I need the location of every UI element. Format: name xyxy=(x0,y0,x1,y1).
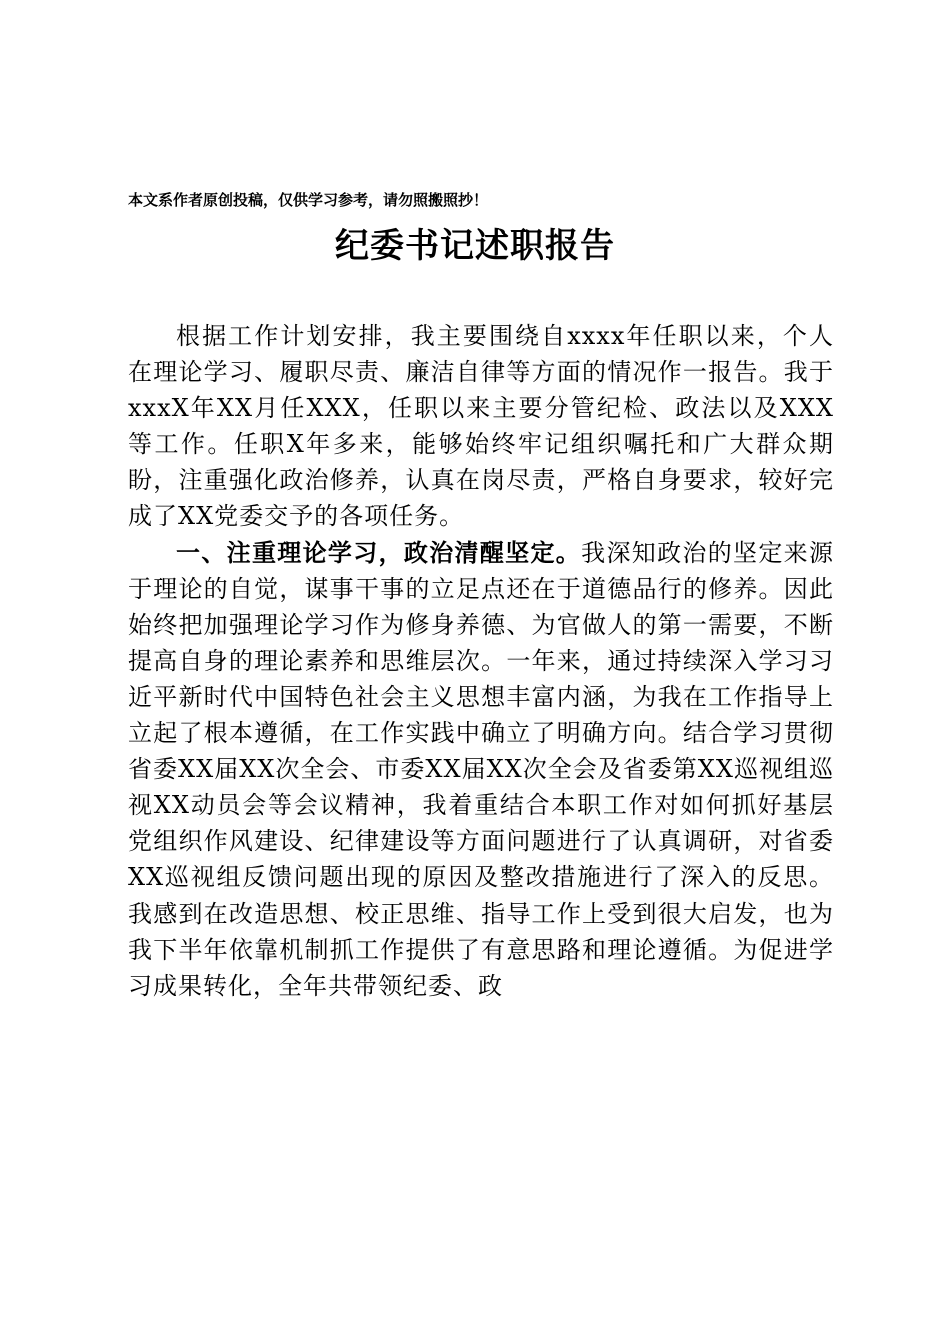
intro-paragraph xyxy=(128,318,834,535)
intro-paragraph-text: 根据工作计划安排，我主要围绕自xxxx年任职以来，个人在理论学习、履职尽责、廉洁自律等方面的情况作一报告。我于xxxX年XX月任XXX，任职以来主要分管纪检、政法以及XXX等工作。任职X年多来，能够始终牢记组织嘱托和广大群众期盼，注重强化政治修养，认真在岗尽责，严格自身要求，较好完成了XX党委交予的各项任务。 xyxy=(128,322,834,531)
section-one-text: 我深知政治的坚定来源于理论的自觉，谋事干事的立足点还在于道德品行的修养。因此始终把加强理论学习作为修身养德、为官做人的第一需要，不断提高自身的理论素养和思维层次。一年来，通过持续深入学习习近平新时代中国特色社会主义思想丰富内涵，为我在工作指导上立起了根本遵循，在工作实践中确立了明确方向。结合学习贯彻省委XX届XX次全会、市委XX届XX次全会及省委第XX巡视组巡视XX动员会等会议精神，我着重结合本职工作对如何抓好基层党组织作风建设、纪律建设等方面问题进行了认真调研，对省委XX巡视组反馈问题出现的原因及整改措施进行了深入的反思。我感到在改造思想、校正思维、指导工作上受到很大启发，也为我下半年依靠机制抓工作提供了有意思路和理论遵循。为促进学习成果转化，全年共带领纪委、政 xyxy=(128,538,835,1000)
section-one-paragraph xyxy=(128,535,834,1004)
section-one-heading: 一、注重理论学习，政治清醒坚定。 xyxy=(176,538,582,567)
document-title: 纪委书记述职报告 xyxy=(335,226,615,266)
copyright-notice: 本文系作者原创投稿，仅供学习参考，请勿照搬照抄！ xyxy=(128,191,489,209)
document-body xyxy=(128,318,834,1004)
